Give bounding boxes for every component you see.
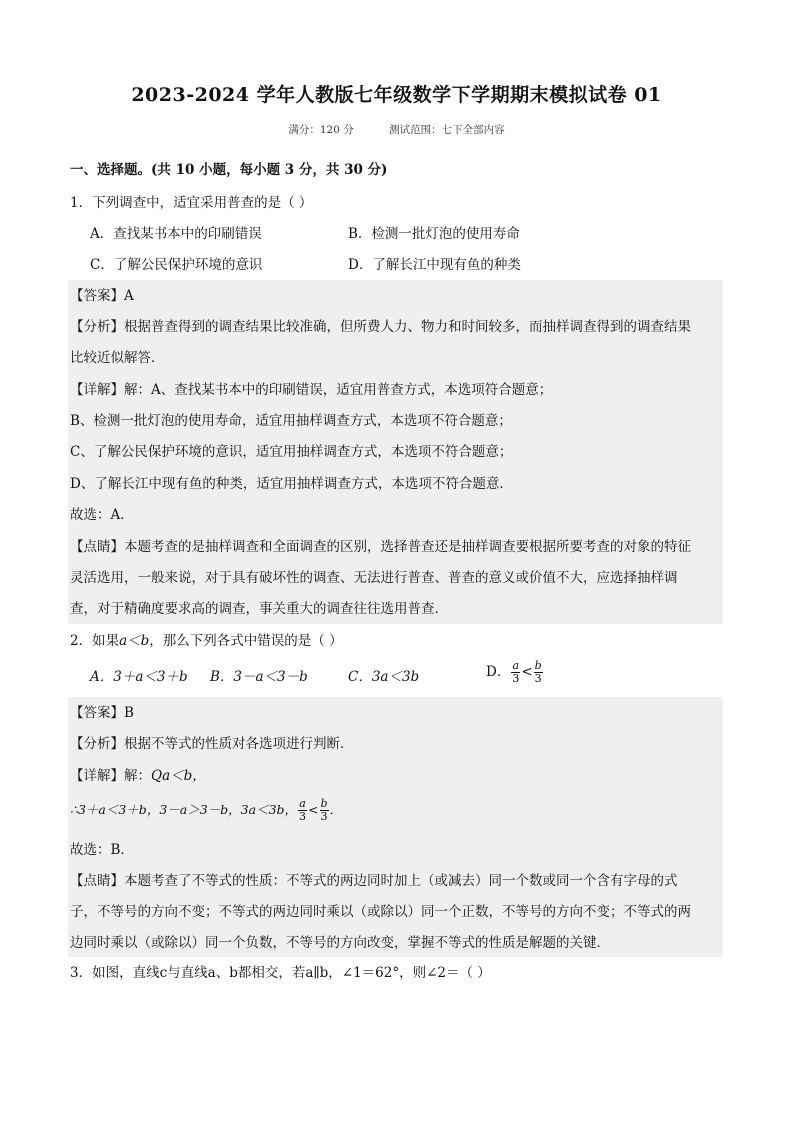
test-scope: 测试范围：七下全部内容 (389, 124, 505, 136)
q1-analysis-2: 比较近似解答． (70, 350, 165, 366)
q1-detail-1: 【详解】解：A、查找某书本中的印刷错误，适宜用普查方式，本选项符合题意； (70, 382, 553, 398)
q2-detail: 【详解】解：Qa＜b， (70, 768, 206, 784)
q1-choose: 故选：A． (70, 507, 134, 523)
section-heading: 一、选择题。(共 10 小题，每小题 3 分，共 30 分) (70, 162, 388, 178)
q2-option-b: B．3－a＜3－b (210, 669, 308, 685)
q1-option-b: B．检测一批灯泡的使用寿命 (348, 226, 520, 242)
q1-detail-2: B、检测一批灯泡的使用寿命，适宜用抽样调查方式，本选项不符合题意； (70, 413, 512, 429)
q1-comment-2: 灵活选用，一般来说，对于具有破坏性的调查、无法进行普查、普查的意义或价值不大，应选择抽样调 (70, 570, 678, 586)
q2-comment-1: 【点睛】本题考查了不等式的性质：不等式的两边同时加上（或减去）同一个数或同一个含有字母的式 (70, 873, 678, 889)
q1-comment-1: 【点睛】本题考查的是抽样调查和全面调查的区别，选择普查还是抽样调查要根据所要考查的对象的特征 (70, 539, 691, 555)
q1-option-c: C．了解公民保护环境的意识 (90, 257, 263, 273)
full-score: 满分：120 分 (288, 124, 354, 136)
q1-detail-4: D、了解长江中现有鱼的种类，适宜用抽样调查方式，本选项不符合题意． (70, 476, 513, 492)
q2-option-d: D． $\frac{a}{3}$ < $\frac{b}{3}$ (486, 659, 542, 685)
q1-comment-3: 查，对于精确度要求高的调查，事关重大的调查往往选用普查． (70, 601, 448, 617)
fraction-b-over-3: $\frac{b}{3}$ (534, 659, 542, 685)
q2-stem-math: a＜b (119, 633, 150, 649)
q2-stem-pre: 2．如果 (70, 633, 120, 649)
fraction-b-over-3: $\frac{b}{3}$ (320, 797, 328, 823)
q3-stem: 3．如图，直线c与直线a、b都相交，若a∥b，∠1＝62°，则∠2＝（ ） (70, 965, 491, 981)
q2-stem (70, 631, 343, 651)
q1-detail-3: C、了解公民保护环境的意识，适宜用抽样调查方式，本选项不符合题意； (70, 444, 513, 460)
q1-answer: 【答案】A (70, 288, 134, 304)
q2-analysis: 【分析】根据不等式的性质对各选项进行判断． (70, 736, 354, 752)
q2-comment-3: 边同时乘以（或除以）同一个负数，不等号的方向改变，掌握不等式的性质是解题的关键． (70, 935, 610, 951)
q2-option-a: A．3＋a＜3＋b (90, 669, 188, 685)
fraction-a-over-3: $\frac{a}{3}$ (299, 797, 307, 823)
q2-choose: 故选：B． (70, 842, 134, 858)
page-title: 2023-2024 学年人教版七年级数学下学期期末模拟试卷 01 (131, 84, 662, 106)
q1-option-d: D．了解长江中现有鱼的种类 (348, 257, 521, 273)
q1-analysis-1: 【分析】根据普查得到的调查结果比较准确，但所费人力、物力和时间较多，而抽样调查得到的调查结果 (70, 319, 691, 335)
q2-comment-2: 子，不等号的方向不变；不等式的两边同时乘以（或除以）同一个正数，不等号的方向不变；不等式的两 (70, 904, 691, 920)
exam-meta (0, 122, 793, 137)
q2-option-c: C．3a＜3b (348, 669, 420, 685)
q1-stem: 1．下列调查中，适宜采用普查的是（ ） (70, 195, 313, 211)
q2-steps: ∴3＋a＜3＋b，3－a＞3－b，3a＜3b， $\frac{a}{3}$ < $\frac{b}{3}$ ． (70, 797, 343, 823)
q2-stem-post: ，那么下列各式中错误的是（ ） (149, 633, 343, 649)
q1-option-a: A．查找某书本中的印刷错误 (90, 226, 262, 242)
fraction-a-over-3: $\frac{a}{3}$ (512, 659, 520, 685)
q2-answer: 【答案】B (70, 705, 134, 721)
